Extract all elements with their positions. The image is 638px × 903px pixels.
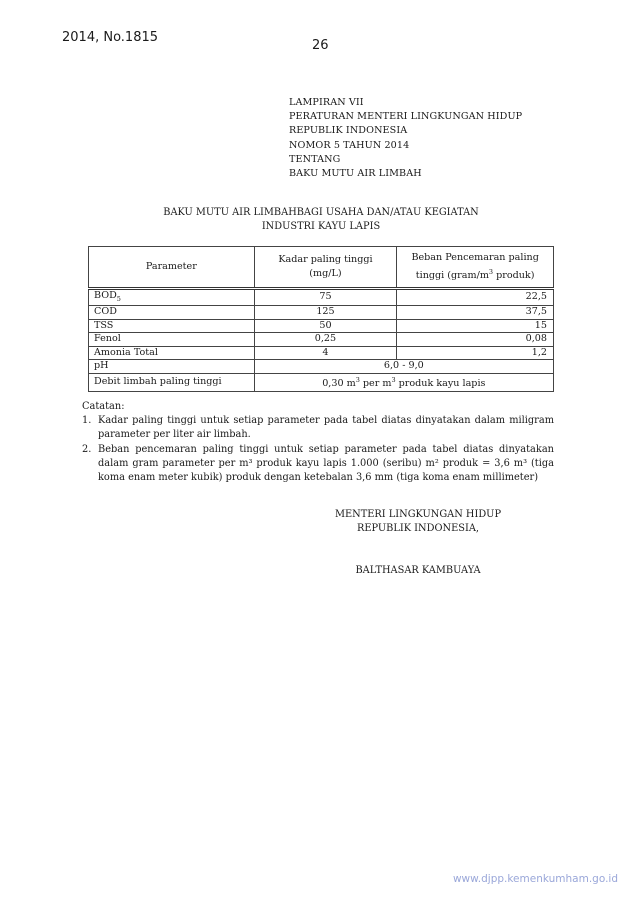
baku-mutu-table (88, 246, 554, 392)
lampiran-line: LAMPIRAN VII (289, 97, 364, 108)
debit-value-cell (254, 373, 553, 391)
document-reference: 2014, No.1815 (62, 30, 159, 45)
note-text: Beban pencemaran paling tinggi untuk setiap parameter pada tabel diatas dinyatakan dalam gram parameter per m³ produk kayu lapis 1.000 (seribu) m² produk = 3,6 m³ (tiga koma enam meter kubik) produk dengan ketebalan 3,6 mm (tiga koma enam millimeter) (98, 443, 554, 484)
beban-cell: 22,5 (397, 289, 554, 306)
lampiran-line: TENTANG (289, 153, 341, 165)
table-header-row (89, 247, 554, 289)
lampiran-line: BAKU MUTU AIR LIMBAH (289, 168, 422, 180)
kadar-cell: 0,25 (254, 333, 397, 347)
signature-title-2: REPUBLIK INDONESIA, (356, 523, 480, 534)
table-row (89, 319, 554, 333)
note-number: 2. (82, 443, 92, 455)
table-row (89, 346, 554, 360)
header-beban-line1: Beban Pencemaran paling (411, 251, 539, 263)
beban-cell: 0,08 (397, 333, 554, 347)
kadar-cell: 75 (254, 289, 397, 306)
signature-title-1: MENTERI LINGKUNGAN HIDUP (334, 509, 502, 520)
param-cell: pH (89, 360, 255, 374)
header-beban-sup: 3 (488, 267, 494, 276)
header-beban-text-b: produk) (493, 270, 535, 282)
header-beban-line2 (399, 265, 551, 283)
ph-value-cell: 6,0 - 9,0 (254, 360, 553, 374)
lampiran-block (289, 96, 522, 181)
table-row (89, 306, 554, 320)
table-row-debit (89, 373, 554, 391)
note-number: 1. (82, 415, 92, 427)
kadar-cell: 50 (254, 319, 397, 333)
header-kadar (254, 247, 397, 289)
param-cell: Amonia Total (89, 346, 255, 360)
title-line-1: BAKU MUTU AIR LIMBAHBAGI USAHA DAN/ATAU KEGIATAN (163, 207, 479, 218)
beban-cell: 37,5 (397, 306, 554, 320)
catatan-section (82, 400, 554, 485)
param-cell: COD (89, 306, 255, 320)
header-beban-text-a: tinggi (gram/m (415, 270, 489, 282)
signatory-name: BALTHASAR KAMBUAYA (355, 565, 481, 576)
header-kadar-line2: (mg/L) (309, 268, 342, 279)
catatan-label: Catatan: (82, 401, 125, 412)
param-cell (89, 289, 255, 306)
header-parameter: Parameter (89, 247, 255, 289)
debit-text-1: 0,30 m (322, 378, 356, 390)
header-beban (397, 247, 554, 289)
title-line-2: INDUSTRI KAYU LAPIS (261, 221, 381, 232)
beban-cell: 15 (397, 319, 554, 333)
kadar-cell: 4 (254, 346, 397, 360)
lampiran-line: NOMOR 5 TAHUN 2014 (289, 139, 410, 151)
lampiran-line: REPUBLIK INDONESIA (289, 125, 408, 137)
param-cell: TSS (89, 319, 255, 333)
page-number: 26 (312, 38, 329, 53)
kadar-cell: 125 (254, 306, 397, 320)
debit-text-3: produk kayu lapis (395, 378, 486, 390)
header-kadar-line1: Kadar paling tinggi (278, 254, 373, 265)
footer-website-link[interactable]: www.djpp.kemenkumham.go.id (452, 873, 618, 885)
debit-text-2: per m (359, 378, 392, 390)
param-subscript: 5 (116, 294, 121, 303)
table-row-ph (89, 360, 554, 374)
param-name: BOD (94, 290, 117, 301)
note-item (82, 443, 554, 486)
table-row (89, 289, 554, 306)
table-row (89, 333, 554, 347)
document-title (90, 206, 552, 234)
debit-sup-2: 3 (391, 375, 396, 384)
param-cell: Debit limbah paling tinggi (89, 373, 255, 391)
note-text: Kadar paling tinggi untuk setiap parameter pada tabel diatas dinyatakan dalam miligram parameter per liter air limbah. (98, 415, 554, 441)
param-cell: Fenol (89, 333, 255, 347)
lampiran-line: PERATURAN MENTERI LINGKUNGAN HIDUP (289, 111, 523, 123)
debit-sup-1: 3 (355, 375, 360, 384)
note-item (82, 414, 554, 442)
beban-cell: 1,2 (397, 346, 554, 360)
signature-block (300, 508, 536, 578)
